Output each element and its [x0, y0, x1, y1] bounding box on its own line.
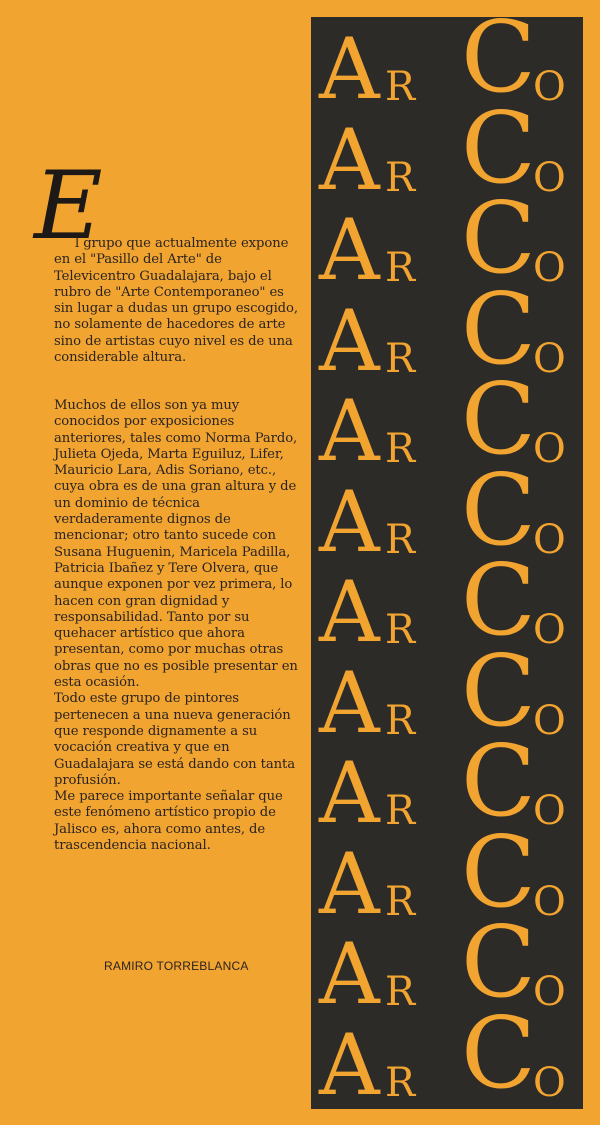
arco-letter-c: C — [461, 815, 536, 930]
arco-letter-a: A — [319, 472, 380, 571]
arco-letter-o: O — [533, 788, 566, 834]
arco-letter-a: A — [319, 925, 380, 1023]
arco-letter-r: R — [385, 607, 417, 653]
arco-wordmark — [311, 272, 583, 390]
arco-wordmark — [311, 17, 583, 118]
arco-letter-c: C — [461, 544, 536, 658]
arco-letter-o: O — [533, 878, 566, 925]
arco-wordmark — [311, 906, 583, 1023]
arco-wordmark — [311, 996, 583, 1109]
arco-letter-a: A — [319, 653, 380, 752]
arco-letter-c: C — [461, 634, 536, 749]
arco-letter-a: A — [319, 744, 380, 842]
arco-wordmark — [311, 544, 583, 661]
arco-letter-c: C — [461, 182, 536, 296]
arco-letter-r: R — [385, 426, 417, 472]
arco-letter-r: R — [385, 154, 417, 201]
arco-letter-r: R — [385, 878, 417, 925]
first-paragraph: l grupo que actualmente expone en el "Pasillo del Arte" de Televicentro Guadalajara, bajo el rubro de "Arte Contemporaneo" es sin lugar a dudas un grupo escogido, no solamente de hacedores de arte sino de artistas cuyo nivel es de una considerable altura. — [54, 236, 298, 366]
arco-letter-o: O — [533, 516, 566, 563]
arco-letter-o: O — [533, 335, 566, 382]
arco-letter-o: O — [533, 426, 566, 472]
arco-letter-o: O — [533, 245, 566, 291]
arco-letter-c: C — [461, 996, 536, 1109]
author-signature: RAMIRO TORREBLANCA — [104, 959, 249, 973]
arco-letter-a: A — [319, 20, 380, 118]
arco-logo-column — [311, 17, 583, 1109]
arco-letter-r: R — [385, 969, 417, 1015]
arco-letter-o: O — [533, 969, 566, 1015]
paragraph-3: Todo este grupo de pintores pertenecen a una nueva generación que responde dignamente a su vocación creativa y que en Guadalajara se está dando con tanta profusión. — [54, 691, 295, 788]
arco-letter-r: R — [385, 335, 417, 382]
arco-letter-o: O — [533, 607, 566, 653]
arco-letter-a: A — [319, 291, 380, 390]
arco-wordmark — [311, 634, 583, 752]
arco-letter-a: A — [319, 110, 380, 209]
arco-letter-o: O — [533, 64, 566, 110]
arco-letter-r: R — [385, 245, 417, 291]
arco-letter-c: C — [461, 363, 536, 477]
arco-letter-r: R — [385, 516, 417, 563]
arco-wordmark — [311, 453, 583, 571]
arco-letter-r: R — [385, 697, 417, 744]
arco-letter-a: A — [319, 201, 380, 299]
arco-letter-o: O — [533, 697, 566, 744]
arco-letter-c: C — [461, 906, 536, 1020]
arco-letter-r: R — [385, 788, 417, 834]
drop-cap-letter: E — [34, 152, 103, 261]
arco-letter-a: A — [319, 1015, 380, 1109]
paragraph-2: Muchos de ellos son ya muy conocidos por exposiciones anteriores, tales como Norma Pardo, Julieta Ojeda, Marta Eguiluz, Lifer, Mauricio Lara, Adis Soriano, etc., cuya obra es de una gran altura y de un dominio de técnica verdaderamente dignos de mencionar; otro tanto sucede con Susana Huguenin, Maricela Padilla, Patricia Ibañez y Tere Olvera, que aunque exponen por vez primera, lo hacen con gran dignidad y responsabilidad. Tanto por su quehacer artístico que ahora presentan, como por muchas otras obras que no es posible presentar en esta ocasión. — [54, 398, 298, 691]
arco-letter-o: O — [533, 154, 566, 201]
arco-letter-r: R — [385, 1059, 417, 1106]
arco-wordmark — [311, 91, 583, 209]
arco-letter-c: C — [461, 272, 536, 387]
arco-letter-a: A — [319, 382, 380, 480]
article-body — [54, 398, 306, 854]
arco-wordmark — [311, 363, 583, 480]
arco-letter-c: C — [461, 17, 536, 115]
arco-letter-c: C — [461, 725, 536, 839]
arco-letter-o: O — [533, 1059, 566, 1106]
paragraph-4: Me parece importante señalar que este fenómeno artístico propio de Jalisco es, ahora como antes, de trascendencia nacional. — [54, 789, 283, 854]
arco-letter-a: A — [319, 563, 380, 661]
arco-letter-r: R — [385, 64, 417, 110]
arco-letter-a: A — [319, 834, 380, 933]
arco-wordmark — [311, 725, 583, 842]
arco-wordmark — [311, 815, 583, 933]
arco-letter-c: C — [461, 453, 536, 568]
arco-wordmark — [311, 182, 583, 299]
arco-letter-c: C — [461, 91, 536, 206]
